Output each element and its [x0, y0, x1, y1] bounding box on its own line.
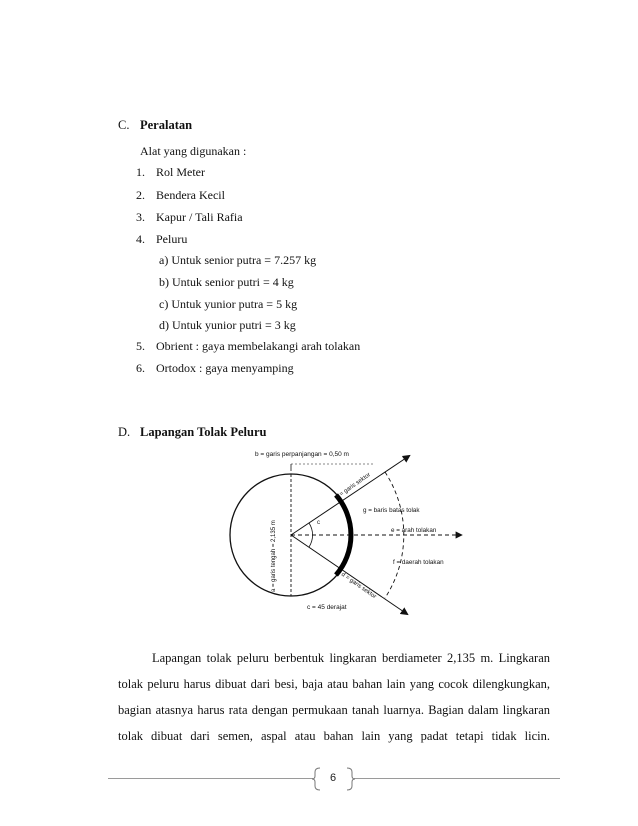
- list-item: Obrient : gaya membelakangi arah tolakan: [156, 339, 361, 353]
- label-c-small: c: [317, 520, 320, 526]
- label-a: a = garis tengah = 2,135 m: [271, 520, 277, 592]
- list-item-number: 4.: [136, 232, 145, 246]
- sub-list-item: d) Untuk yunior putri = 3 kg: [159, 318, 296, 332]
- list-item-number: 5.: [136, 339, 145, 353]
- section-d-letter: D.: [118, 425, 131, 439]
- list-item: Kapur / Tali Rafia: [156, 210, 243, 224]
- section-d-title: Lapangan Tolak Peluru: [140, 425, 267, 439]
- list-item: Rol Meter: [156, 165, 205, 179]
- footer-rule-left: [108, 778, 313, 779]
- page-number: 6: [330, 772, 337, 784]
- list-item: Bendera Kecil: [156, 188, 225, 202]
- page-number-bracket-right: [345, 767, 355, 791]
- sub-list-item: b) Untuk senior putri = 4 kg: [159, 275, 294, 289]
- label-d-lower: d = garis sektor: [339, 571, 378, 601]
- page-number-bracket-left: [312, 767, 322, 791]
- list-item-number: 1.: [136, 165, 145, 179]
- section-c-letter: C.: [118, 118, 130, 132]
- label-c: c = 45 derajat: [307, 604, 347, 611]
- label-f: f = daerah tolakan: [393, 559, 444, 566]
- paragraph-line: bagian atasnya harus rata dengan permukaan tanah luarnya. Bagian dalam lingkaran: [118, 703, 550, 717]
- section-c-intro: Alat yang digunakan :: [140, 144, 247, 158]
- label-b: b = garis perpanjangan = 0,50 m: [255, 451, 349, 458]
- sub-list-item: a) Untuk senior putra = 7.257 kg: [159, 253, 317, 267]
- label-g: g = baris batas tolak: [363, 507, 420, 514]
- list-item-number: 3.: [136, 210, 145, 224]
- list-item-number: 2.: [136, 188, 145, 202]
- footer-rule-right: [354, 778, 560, 779]
- paragraph-line: Lapangan tolak peluru berbentuk lingkaran berdiameter 2,135 m. Lingkaran: [152, 651, 550, 665]
- list-item: Peluru: [156, 232, 188, 246]
- paragraph-line: tolak dibuat dari semen, aspal atau bahan lain yang padat tetapi tidak licin.: [118, 729, 550, 743]
- shot-put-circle-diagram: [225, 442, 475, 622]
- list-item-number: 6.: [136, 361, 145, 375]
- sector-arc: [385, 472, 404, 598]
- label-e: e = arah tolakan: [391, 527, 437, 534]
- paragraph-line: tolak peluru harus dibuat dari besi, baja atau bahan lain yang cocok dilengkungkan,: [118, 677, 550, 691]
- sub-list-item: c) Untuk yunior putra = 5 kg: [159, 297, 298, 311]
- list-item: Ortodox : gaya menyamping: [156, 361, 294, 375]
- section-c-title: Peralatan: [140, 118, 193, 132]
- label-d-upper: d = garis sektor: [334, 472, 372, 501]
